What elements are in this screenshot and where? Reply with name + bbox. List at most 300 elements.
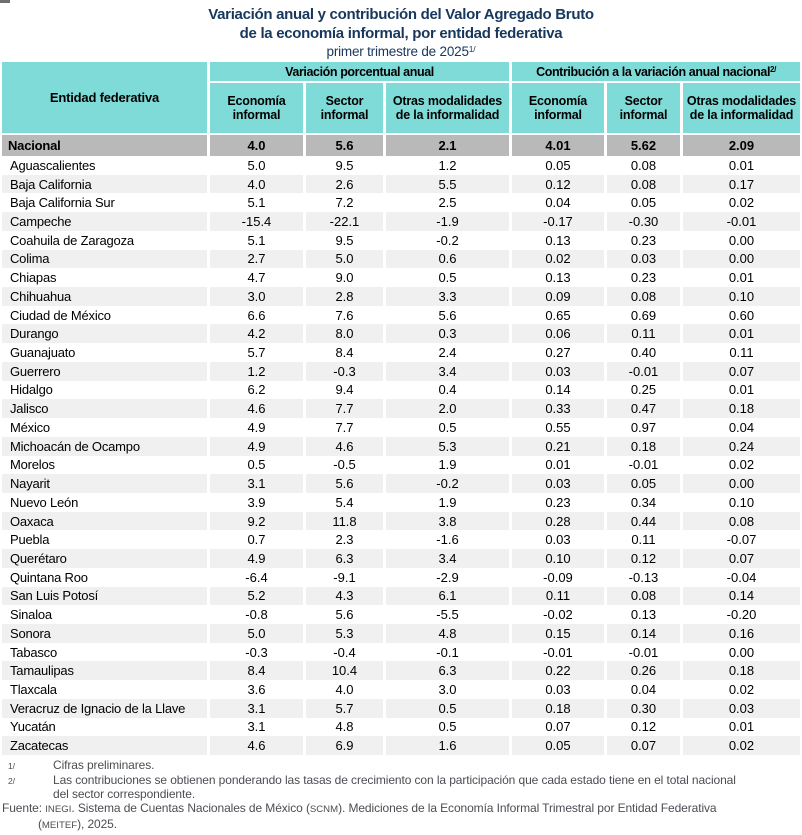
value-cell: -0.01 [509,643,604,662]
table-row [2,231,800,250]
value-cell: -0.2 [383,231,509,250]
value-cell: 4.6 [207,399,303,418]
value-cell: 9.5 [303,156,383,175]
value-cell: 1.6 [383,736,509,755]
table-row [2,624,800,643]
table-row [2,493,800,512]
table-row [2,680,800,699]
value-cell: 4.9 [207,549,303,568]
table-row [2,587,800,606]
footnote-2-line2: del sector correspondiente. [53,787,196,801]
value-cell: 5.0 [207,156,303,175]
value-cell: -5.5 [383,605,509,624]
table-row [2,250,800,269]
value-cell: 3.1 [207,718,303,737]
table-row [2,193,800,212]
value-cell: 6.9 [303,736,383,755]
value-cell: 8.4 [207,661,303,680]
entity-name: Coahuila de Zaragoza [9,232,134,248]
value-cell: 0.07 [604,736,680,755]
value-cell: 0.25 [604,381,680,400]
value-cell: 0.14 [680,587,800,606]
value-cell: 0.11 [509,587,604,606]
value-cell: -2.9 [383,568,509,587]
group-header-contribution [509,62,800,83]
subtitle-text: primer trimestre de 2025 [326,44,469,59]
value-cell: -0.01 [604,456,680,475]
value-cell: 9.4 [303,381,383,400]
value-cell: 0.02 [680,456,800,475]
value-cell: 0.18 [680,661,800,680]
value-cell: 0.11 [680,343,800,362]
table-row [2,175,800,194]
value-cell: 7.7 [303,399,383,418]
national-total-row [2,135,800,156]
value-cell: -0.01 [604,362,680,381]
value-cell: 0.22 [509,661,604,680]
value-cell: 6.3 [303,549,383,568]
value-cell: 0.4 [383,381,509,400]
page-title-line2: de la economía informal, por entidad federativa [239,24,563,42]
value-cell: 3.4 [383,362,509,381]
value-cell: 11.8 [303,512,383,531]
column-header-informal-economy-contrib: Economía informal [509,83,604,135]
value-cell: 0.14 [604,624,680,643]
value-cell: 0.12 [604,718,680,737]
value-cell: -0.3 [303,362,383,381]
value-cell: -0.01 [680,212,800,231]
value-cell: 0.01 [680,718,800,737]
entity-name: Veracruz de Ignacio de la Llave [2,699,207,718]
value-cell: 3.1 [207,474,303,493]
text-fragment: ). Mediciones de la Economía Informal Trimestral por Entidad Federativa [338,801,717,815]
entity-name: Chihuahua [2,287,207,306]
table-row [2,287,800,306]
subtitle-footnote-marker: 1/ [468,44,476,54]
value-cell: 7.2 [303,193,383,212]
source-line-1 [2,801,792,817]
entity-name: San Luis Potosí [2,587,207,606]
value-cell: 5.7 [303,699,383,718]
table-row [2,437,800,456]
value-cell: 4.0 [303,680,383,699]
value-cell: 0.21 [509,437,604,456]
text-fragment: ( [38,817,42,831]
text-fragment: Fuente: [2,801,46,815]
value-cell: 0.5 [383,418,509,437]
value-cell: 0.00 [680,643,800,662]
page-subtitle [0,44,802,60]
group-header-footnote-marker: 2/ [770,64,776,74]
value-cell: -1.6 [383,530,509,549]
table-row [2,381,800,400]
entity-name: Yucatán [9,719,56,735]
entity-name: Tabasco [9,644,58,660]
value-cell: -0.01 [604,643,680,662]
table-row [2,549,800,568]
value-cell: 0.11 [604,324,680,343]
table-row [2,699,800,718]
table-row [2,156,800,175]
value-cell: 2.4 [383,343,509,362]
value-cell: 0.14 [509,381,604,400]
value-cell: 0.24 [680,437,800,456]
column-header-entity: Entidad federativa [2,62,207,135]
value-cell: 0.02 [680,736,800,755]
value-cell: 0.33 [509,399,604,418]
footnote-2-text [53,773,792,801]
entity-name: Tlaxcala [9,681,57,697]
entity-name: Sonora [2,624,207,643]
value-cell: 0.60 [680,306,800,325]
table-row [2,418,800,437]
value-cell: 0.01 [680,381,800,400]
value-cell: 0.00 [680,231,800,250]
value-cell: 4.0 [207,135,303,156]
table-row [2,456,800,475]
value-cell: 4.2 [207,324,303,343]
value-cell: -0.4 [303,643,383,662]
footnote-1-marker: 1/ [8,761,15,771]
value-cell: 2.09 [680,135,800,156]
value-cell: -0.2 [383,474,509,493]
value-cell: 5.3 [383,437,509,456]
entity-name: Quintana Roo [9,569,88,585]
value-cell: 2.0 [383,399,509,418]
value-cell: 0.08 [680,512,800,531]
entity-name: Zacatecas [2,736,207,755]
value-cell: 4.01 [509,135,604,156]
entity-name: Baja California [2,175,207,194]
value-cell: 0.47 [604,399,680,418]
value-cell: 0.07 [680,549,800,568]
footnote-2-line1: Las contribuciones se obtienen ponderando las tasas de crecimiento con la participación que cada estado tiene en el total nacional [53,773,736,787]
value-cell: 0.08 [604,587,680,606]
value-cell: 0.00 [680,474,800,493]
value-cell: 0.00 [680,250,800,269]
value-cell: 0.05 [604,474,680,493]
value-cell: 0.5 [383,718,509,737]
value-cell: -0.13 [604,568,680,587]
value-cell: 5.4 [303,493,383,512]
column-header-other-modalities-contrib: Otras modalidades de la informalidad [680,83,800,135]
value-cell: 0.40 [604,343,680,362]
entity-name: Michoacán de Ocampo [2,437,207,456]
entity-name: Baja California Sur [9,195,115,211]
value-cell: 0.01 [509,456,604,475]
value-cell: 3.4 [383,549,509,568]
value-cell: 5.3 [303,624,383,643]
value-cell: 0.03 [509,474,604,493]
value-cell: 6.2 [207,381,303,400]
value-cell: 0.17 [680,175,800,194]
value-cell: 0.08 [604,175,680,194]
value-cell: 0.04 [680,418,800,437]
value-cell: 5.5 [383,175,509,194]
value-cell: 2.7 [207,250,303,269]
value-cell: 0.01 [680,156,800,175]
acronym-smallcaps: MEITEF [41,820,78,831]
entity-name: Morelos [9,457,55,473]
entity-name: Aguascalientes [9,157,96,173]
value-cell: 4.6 [207,736,303,755]
value-cell: 0.44 [604,512,680,531]
acronym-smallcaps: INEGI [45,804,72,815]
value-cell: 3.0 [383,680,509,699]
value-cell: 0.5 [207,456,303,475]
value-cell: 0.7 [207,530,303,549]
entity-name: Chiapas [9,270,57,286]
value-cell: 0.09 [509,287,604,306]
value-cell: 4.3 [303,587,383,606]
footnote-1-text: Cifras preliminares. [53,758,155,772]
acronym-smallcaps: SCNM [309,804,339,815]
value-cell: 0.02 [680,193,800,212]
value-cell: 0.15 [509,624,604,643]
column-header-informal-sector-contrib: Sector informal [604,83,680,135]
data-table [2,62,800,755]
value-cell: 0.23 [509,493,604,512]
entity-name: Tamaulipas [2,661,207,680]
table-row [2,605,800,624]
value-cell: 1.9 [383,456,509,475]
column-header-informal-economy-var: Economía informal [207,83,303,135]
value-cell: 0.02 [509,250,604,269]
footnote-2 [2,773,792,801]
entity-name: Guanajuato [9,345,76,361]
entity-name: Puebla [9,532,50,548]
value-cell: 0.03 [509,680,604,699]
value-cell: 5.6 [383,306,509,325]
value-cell: 2.3 [303,530,383,549]
table-header [2,62,800,135]
entity-name: México [9,419,50,435]
value-cell: 3.8 [383,512,509,531]
table-row [2,362,800,381]
table-row [2,512,800,531]
value-cell: 0.08 [604,287,680,306]
entity-name: Nayarit [2,474,207,493]
value-cell: -9.1 [303,568,383,587]
value-cell: 0.97 [604,418,680,437]
value-cell: 2.8 [303,287,383,306]
group-header-contribution-label: Contribución a la variación anual nacional [536,64,771,79]
entity-name: Durango [2,324,207,343]
text-fragment: . Sistema de Cuentas Nacionales de México ( [71,801,310,815]
value-cell: -0.20 [680,605,800,624]
value-cell: 0.23 [604,268,680,287]
value-cell: -1.9 [383,212,509,231]
table-row [2,568,800,587]
source-line-2 [2,817,792,833]
entity-name: Guerrero [2,362,207,381]
value-cell: 2.5 [383,193,509,212]
entity-name: Nuevo León [9,494,79,510]
value-cell: 3.6 [207,680,303,699]
value-cell: 5.6 [303,605,383,624]
table-row [2,474,800,493]
entity-name: Sinaloa [9,607,52,623]
table-row [2,736,800,755]
value-cell: 3.1 [207,699,303,718]
value-cell: 6.3 [383,661,509,680]
value-cell: 6.1 [383,587,509,606]
value-cell: 0.30 [604,699,680,718]
value-cell: 5.1 [207,231,303,250]
footnotes-block [2,758,792,833]
value-cell: 9.5 [303,231,383,250]
value-cell: 4.9 [207,437,303,456]
table-row [2,718,800,737]
value-cell: 5.0 [207,624,303,643]
column-header-informal-sector-var: Sector informal [303,83,383,135]
value-cell: 2.1 [383,135,509,156]
value-cell: 5.6 [303,474,383,493]
entity-name: Colima [2,250,207,269]
column-header-other-modalities-var: Otras modalidades de la informalidad [383,83,509,135]
entity-name: Ciudad de México [9,307,111,323]
value-cell: 0.23 [604,231,680,250]
value-cell: 0.05 [509,156,604,175]
value-cell: 4.0 [207,175,303,194]
value-cell: 0.65 [509,306,604,325]
value-cell: 0.02 [680,680,800,699]
value-cell: 0.01 [680,324,800,343]
value-cell: 4.8 [383,624,509,643]
value-cell: -0.30 [604,212,680,231]
value-cell: -0.1 [383,643,509,662]
table-row [2,530,800,549]
entity-name: Oaxaca [2,512,207,531]
value-cell: -0.07 [680,530,800,549]
value-cell: 4.7 [207,268,303,287]
value-cell: -0.17 [509,212,604,231]
value-cell: 0.34 [604,493,680,512]
value-cell: 3.3 [383,287,509,306]
value-cell: 0.10 [680,287,800,306]
value-cell: 0.08 [604,156,680,175]
value-cell: 0.10 [509,549,604,568]
value-cell: 6.6 [207,306,303,325]
value-cell: 8.0 [303,324,383,343]
value-cell: 0.26 [604,661,680,680]
value-cell: 0.03 [509,530,604,549]
value-cell: 0.3 [383,324,509,343]
value-cell: 5.0 [303,250,383,269]
value-cell: 0.12 [509,175,604,194]
value-cell: 0.13 [604,605,680,624]
value-cell: -0.3 [207,643,303,662]
entity-name: Hidalgo [9,382,53,398]
table-row [2,643,800,662]
value-cell: 7.7 [303,418,383,437]
value-cell: 5.62 [604,135,680,156]
value-cell: 5.7 [207,343,303,362]
screenshot-corner-artifact [0,0,10,3]
group-header-variation-label: Variación porcentual anual [285,64,434,79]
table-row [2,268,800,287]
value-cell: 0.07 [680,362,800,381]
value-cell: 9.2 [207,512,303,531]
value-cell: -22.1 [303,212,383,231]
title-block [0,0,802,60]
value-cell: 0.5 [383,268,509,287]
value-cell: 0.03 [604,250,680,269]
value-cell: 1.9 [383,493,509,512]
value-cell: 0.6 [383,250,509,269]
value-cell: 10.4 [303,661,383,680]
value-cell: 0.04 [604,680,680,699]
value-cell: 0.06 [509,324,604,343]
value-cell: 2.6 [303,175,383,194]
footnote-1 [2,758,792,773]
value-cell: -6.4 [207,568,303,587]
value-cell: 0.69 [604,306,680,325]
value-cell: 0.27 [509,343,604,362]
value-cell: -0.8 [207,605,303,624]
group-header-variation [207,62,509,83]
entity-name-national: Nacional [2,135,207,156]
value-cell: 4.9 [207,418,303,437]
table-row [2,343,800,362]
value-cell: 0.12 [604,549,680,568]
value-cell: 0.55 [509,418,604,437]
value-cell: 7.6 [303,306,383,325]
value-cell: 9.0 [303,268,383,287]
value-cell: 0.18 [509,699,604,718]
value-cell: 0.01 [680,268,800,287]
table-row [2,661,800,680]
value-cell: 0.13 [509,268,604,287]
value-cell: 0.10 [680,493,800,512]
value-cell: 0.03 [509,362,604,381]
table-body [2,135,800,755]
page-title-line1: Variación anual y contribución del Valor Agregado Bruto [208,6,594,23]
value-cell: 1.2 [207,362,303,381]
value-cell: 0.04 [509,193,604,212]
value-cell: 0.03 [680,699,800,718]
table-row [2,212,800,231]
value-cell: 0.11 [604,530,680,549]
value-cell: 0.18 [604,437,680,456]
value-cell: 8.4 [303,343,383,362]
value-cell: 0.05 [604,193,680,212]
entity-name: Campeche [2,212,207,231]
value-cell: -15.4 [207,212,303,231]
entity-name: Querétaro [2,549,207,568]
value-cell: 0.16 [680,624,800,643]
footnote-2-marker: 2/ [8,776,15,786]
value-cell: 0.28 [509,512,604,531]
value-cell: 5.6 [303,135,383,156]
value-cell: 0.13 [509,231,604,250]
value-cell: -0.09 [509,568,604,587]
table-row [2,324,800,343]
value-cell: -0.04 [680,568,800,587]
value-cell: 3.9 [207,493,303,512]
value-cell: 0.5 [383,699,509,718]
value-cell: 5.2 [207,587,303,606]
value-cell: 0.18 [680,399,800,418]
table-row [2,306,800,325]
text-fragment: ), 2025. [77,817,117,831]
value-cell: 4.6 [303,437,383,456]
value-cell: 0.07 [509,718,604,737]
table-row [2,399,800,418]
value-cell: -0.02 [509,605,604,624]
value-cell: 5.1 [207,193,303,212]
value-cell: 4.8 [303,718,383,737]
